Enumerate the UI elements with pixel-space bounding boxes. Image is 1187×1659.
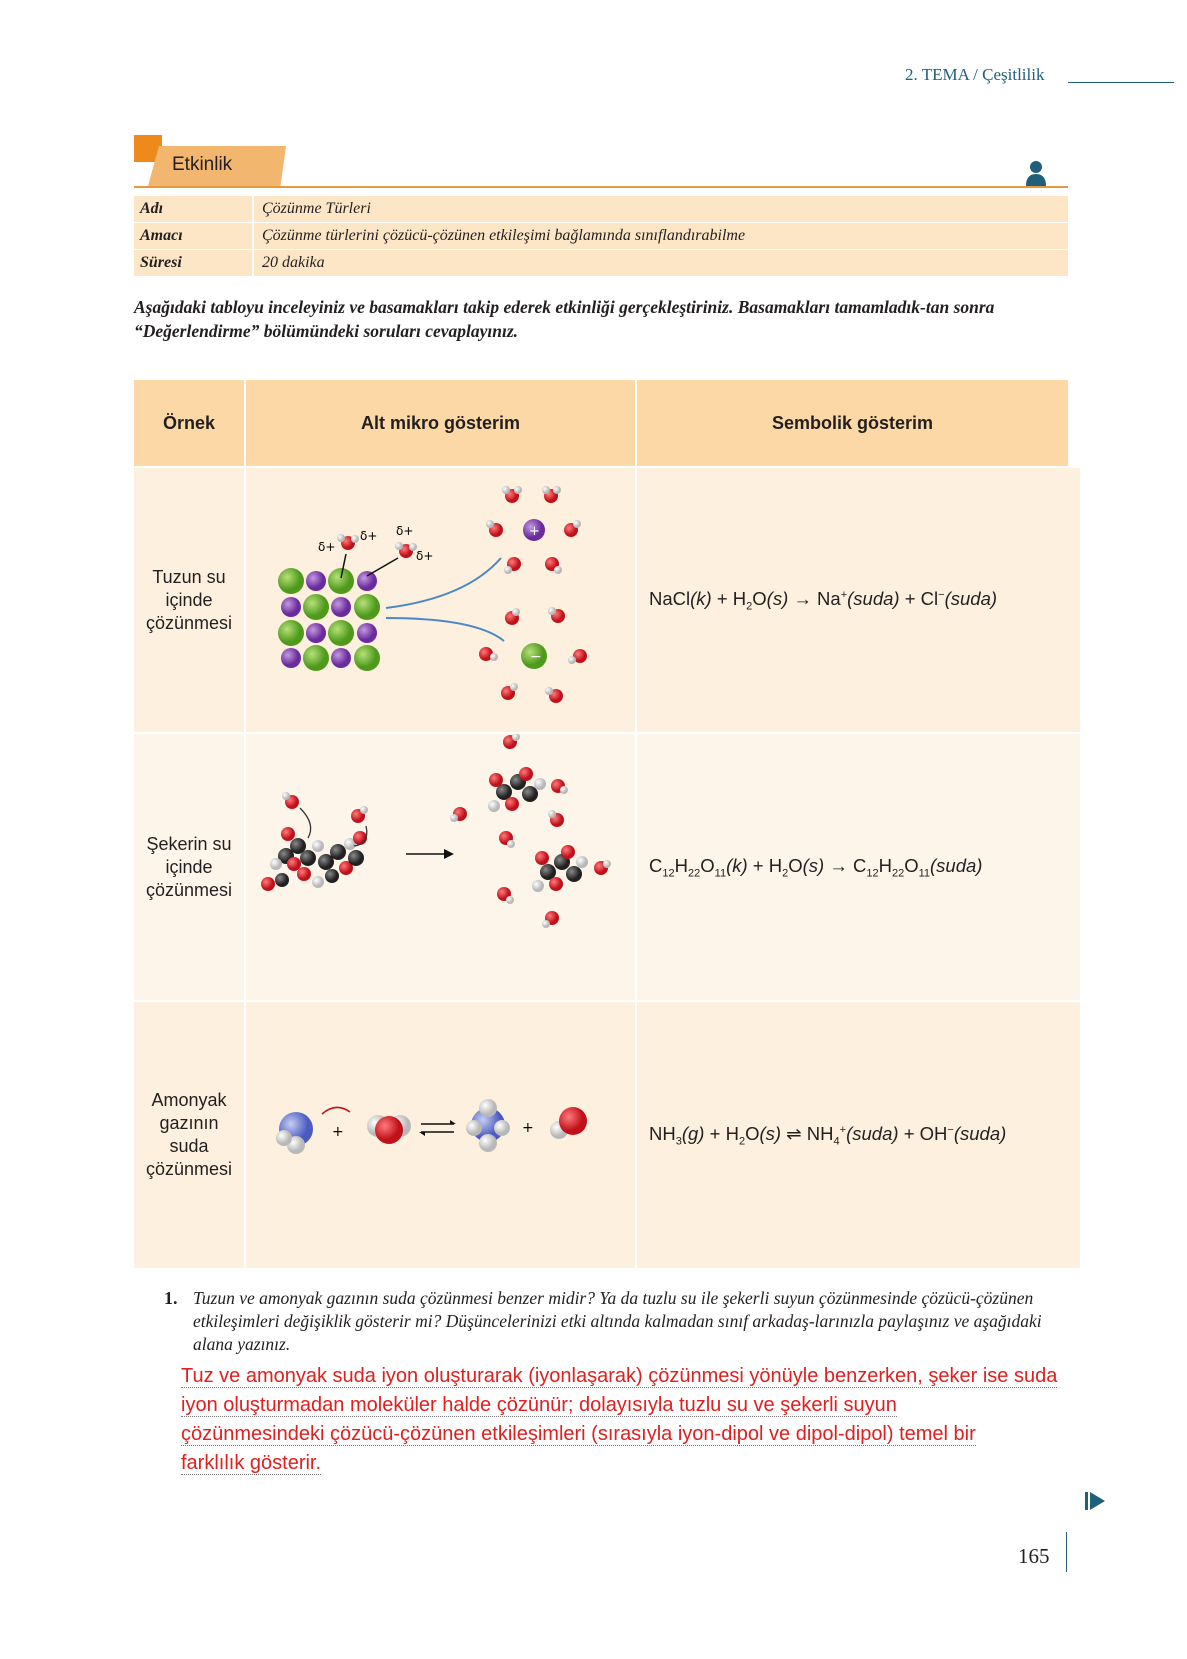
info-value: Çözünme Türleri: [262, 200, 371, 217]
info-value: 20 dakika: [262, 254, 325, 271]
delta-plus-label: δ+: [318, 540, 336, 554]
answer-line: farklılık gösterir.: [181, 1452, 322, 1474]
info-row: [134, 196, 1068, 223]
formula-sugar: $C_{12}H_{22}O_{11}(k) + H_2O(s)$ → $C_{12}H_{22}O_{11}(suda)$: [637, 734, 1080, 1000]
banner-rule: [134, 186, 1068, 188]
row-label-ammonia: Amonyak gazının suda çözünmesi: [134, 1002, 244, 1268]
answer-line: Tuz ve amonyak suda iyon oluşturarak (iyonlaşarak) çözünmesi yönüyle benzerken, şeker ise suda: [181, 1365, 1058, 1387]
row-label-sugar: Şekerin su içinde çözünmesi: [134, 734, 244, 1000]
formula-salt: NaCl(k) + $H_2O(s)$ → Na+(suda) + Cl−(suda): [637, 468, 1080, 732]
row-label-salt: Tuzun su içinde çözünmesi: [134, 468, 244, 732]
instructions: Aşağıdaki tabloyu inceleyiniz ve basamakları takip ederek etkinliği gerçekleştiriniz. Basamakları tamamladık-tan sonra “Değerlendirme” bölümündeki soruları cevaplayınız.: [134, 297, 995, 341]
page-number: 165: [1018, 1544, 1050, 1568]
info-key: Amacı: [134, 223, 254, 249]
delta-plus-label: δ+: [416, 549, 434, 563]
question-number: 1.: [164, 1288, 178, 1308]
info-value: Çözünme türlerini çözücü-çözünen etkileşimi bağlamında sınıflandırabilme: [262, 227, 746, 244]
header-example: Örnek: [134, 380, 244, 466]
answer-area[interactable]: [181, 1362, 1141, 1478]
question-text: Tuzun ve amonyak gazının suda çözünmesi benzer midir? Ya da tuzlu su ile şekerli suyun çözünmesinde çözücü-çözünen etkileşimleri değişiklik gösterir mi? Düşüncelerinizi etki altında kalmadan sınıf arkadaş-larınızla paylaşınız ve aşağıdaki alana yazınız.: [193, 1288, 1042, 1354]
micro-ammonia: [246, 1002, 635, 1268]
answer-line: çözünmesindeki çözücü-çözünen etkileşimleri (sırasıyla iyon-dipol ve dipol-dipol) temel bir: [181, 1423, 976, 1445]
page-number-rule: [1066, 1532, 1067, 1572]
delta-plus-label: δ+: [396, 524, 414, 538]
ion-lattice: [278, 568, 380, 671]
sugar-dissolution-diagram: [246, 734, 635, 1000]
info-row: [134, 250, 1068, 277]
delta-plus-label: δ+: [360, 529, 378, 543]
info-row: [134, 223, 1068, 250]
plus-sign: +: [332, 1124, 344, 1140]
next-page-icon[interactable]: [1085, 1492, 1105, 1510]
banner-label: Etkinlik: [172, 154, 233, 175]
plus-sign: +: [529, 524, 540, 539]
header-symbolic: Sembolik gösterim: [637, 380, 1068, 466]
ammonia-dissolution-diagram: [246, 1002, 635, 1268]
plus-sign: +: [522, 1120, 534, 1136]
answer-line: iyon oluşturmadan moleküler halde çözünür; dolayısıyla tuzlu su ve şekerli suyun: [181, 1394, 897, 1416]
salt-dissolution-diagram: [246, 468, 635, 732]
theme-header: 2. TEMA / Çeşitlilik: [905, 65, 1045, 84]
person-icon: [1025, 160, 1047, 186]
dissolved-sugar: [488, 767, 588, 892]
sugar-crystal: [261, 827, 367, 891]
activity-info: [134, 196, 1068, 277]
solution-table: [134, 380, 1068, 1268]
info-key: Süresi: [134, 250, 254, 276]
micro-sugar: [246, 734, 635, 1000]
header-micro: Alt mikro gösterim: [246, 380, 635, 466]
formula-ammonia: $NH_3(g) + H_2O(s)$ ⇌ $NH_4^+(suda)$ + OH−(suda): [637, 1002, 1080, 1268]
minus-sign: −: [530, 649, 542, 665]
header-rule: [1068, 82, 1174, 83]
micro-salt: [246, 468, 635, 732]
info-key: Adı: [134, 196, 254, 222]
